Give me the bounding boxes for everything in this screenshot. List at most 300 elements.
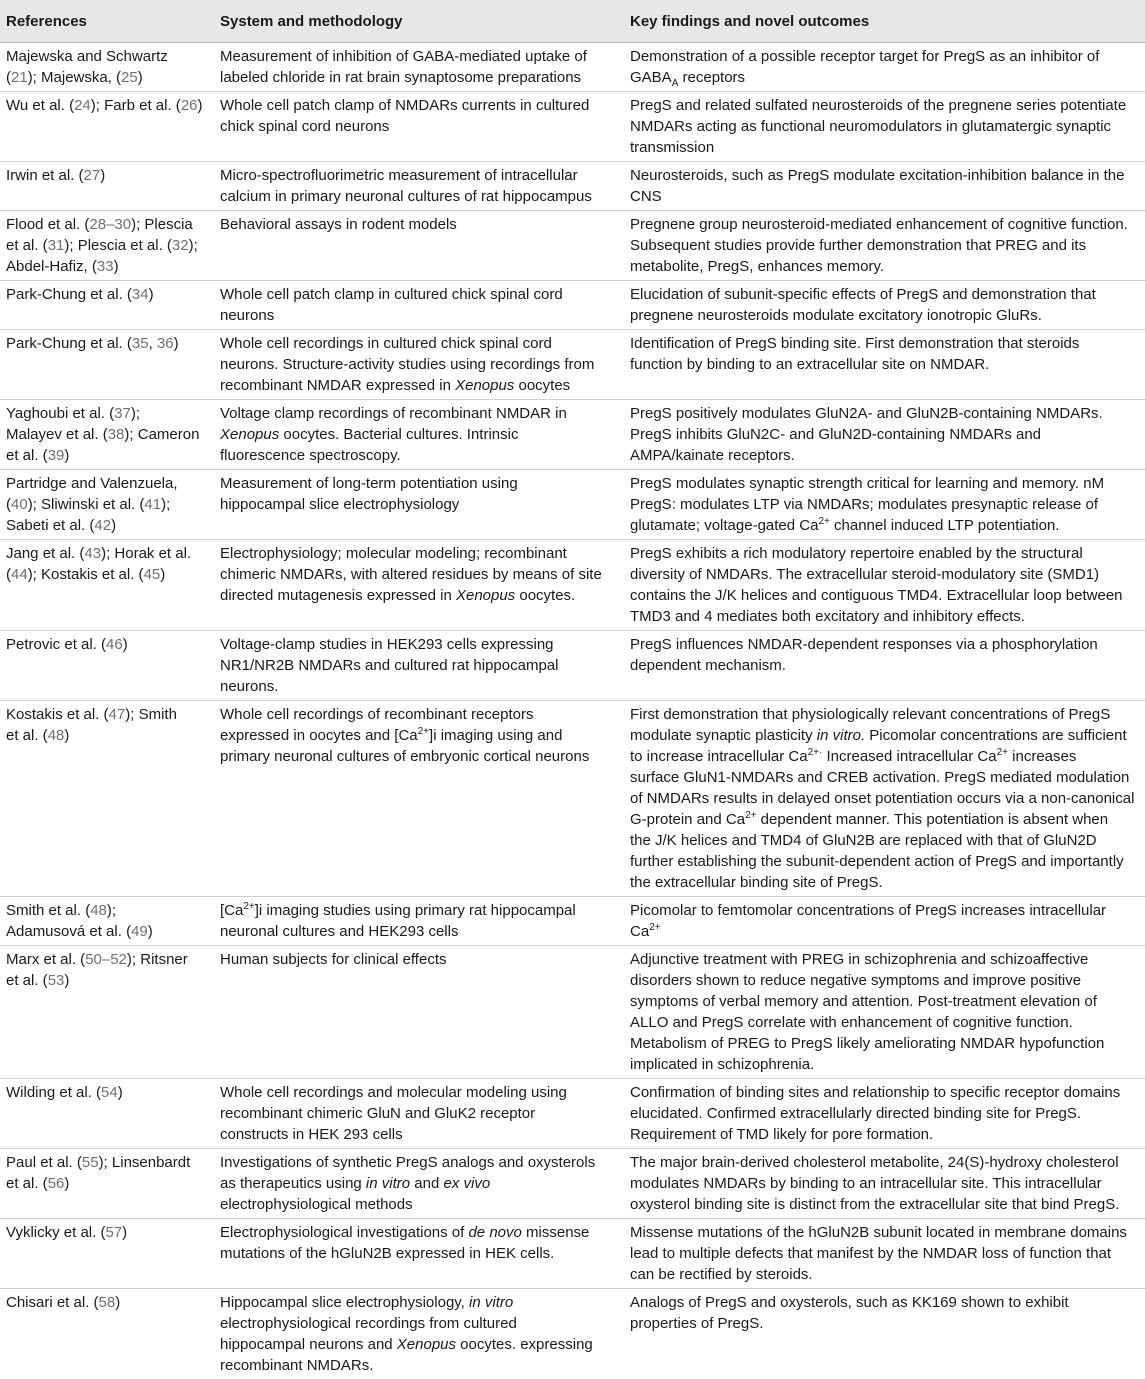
text-line [220, 585, 618, 606]
text-segment: constructs in HEK 293 cells [220, 1126, 403, 1143]
text-line [220, 1152, 618, 1173]
table-row [0, 1079, 1145, 1149]
text-segment: ) [64, 447, 69, 464]
cell-text [630, 634, 1139, 676]
methodology-cell [214, 92, 624, 162]
cell-text [6, 333, 208, 354]
methodology-cell [214, 1079, 624, 1149]
cell-text [220, 1152, 618, 1215]
text-segment: mutations of the hGluN2B expressed in HEK cells. [220, 1245, 554, 1262]
text-line [630, 809, 1139, 830]
references-cell [0, 631, 214, 701]
text-line [630, 1292, 1139, 1313]
table-row [0, 470, 1145, 540]
methodology-cell [214, 1219, 624, 1289]
text-segment: Adamusová et al. ( [6, 923, 131, 940]
references-cell [0, 92, 214, 162]
findings-cell [624, 330, 1145, 400]
text-segment: ); Plescia et al. ( [64, 237, 172, 254]
text-segment: Wilding et al. ( [6, 1084, 101, 1101]
findings-cell [624, 470, 1145, 540]
findings-cell [624, 897, 1145, 946]
findings-cell [624, 43, 1145, 92]
citation-number: 48 [48, 727, 65, 744]
cell-text [220, 214, 618, 235]
text-segment: oocytes [514, 377, 570, 394]
text-segment: oocytes. expressing [456, 1336, 593, 1353]
text-segment: et al. ( [6, 1175, 48, 1192]
text-line [220, 165, 618, 186]
text-line [630, 606, 1139, 627]
findings-cell [624, 946, 1145, 1079]
cell-text [220, 543, 618, 606]
citation-number: 43 [84, 545, 101, 562]
cell-text [6, 95, 208, 116]
text-line [6, 1292, 208, 1313]
methodology-cell [214, 540, 624, 631]
text-segment: PregS positively modulates GluN2A- and GluN2B-containing NMDARs. [630, 405, 1103, 422]
text-segment: Park-Chung et al. ( [6, 286, 132, 303]
text-line [220, 921, 618, 942]
table-row [0, 211, 1145, 281]
cell-text [6, 543, 208, 585]
text-segment: oxysterol binding site is distinct from the extracellular site that bind PregS. [630, 1196, 1119, 1213]
text-segment: metabolite, PregS, enhances memory. [630, 258, 884, 275]
text-line [220, 1194, 618, 1215]
text-line [630, 445, 1139, 466]
cell-text [630, 1152, 1139, 1215]
text-segment: ) [149, 286, 154, 303]
text-line [630, 515, 1139, 536]
references-cell [0, 281, 214, 330]
text-segment: Irwin et al. ( [6, 167, 84, 184]
text-line [6, 949, 208, 970]
text-segment: Voltage clamp recordings of recombinant NMDAR in [220, 405, 567, 422]
text-line [6, 494, 208, 515]
text-segment: Analogs of PregS and oxysterols, such as KK169 shown to exhibit [630, 1294, 1069, 1311]
citation-number: 33 [97, 258, 114, 275]
text-line [630, 543, 1139, 564]
superscript: 2+· [808, 747, 823, 758]
text-segment: Abdel-Hafiz, ( [6, 258, 97, 275]
text-line [220, 186, 618, 207]
text-line [220, 445, 618, 466]
text-line [220, 214, 618, 235]
superscript: 2+ [649, 922, 660, 933]
text-line [220, 494, 618, 515]
cell-text [630, 473, 1139, 536]
table-row [0, 330, 1145, 400]
methodology-cell [214, 43, 624, 92]
text-segment: ) [64, 972, 69, 989]
cell-text [220, 403, 618, 466]
cell-text [6, 1082, 208, 1103]
cell-text [6, 46, 208, 88]
text-line [220, 543, 618, 564]
text-line [630, 1173, 1139, 1194]
text-line [630, 1313, 1139, 1334]
cell-text [6, 900, 208, 942]
text-segment: Measurement of inhibition of GABA-mediated uptake of [220, 48, 587, 65]
text-segment: Picomolar to femtomolar concentrations of PregS increases intracellular [630, 902, 1106, 919]
text-line [220, 1082, 618, 1103]
citation-number: 39 [48, 447, 65, 464]
cell-text [220, 333, 618, 396]
text-segment: Sabeti et al. ( [6, 517, 94, 534]
text-line [630, 746, 1139, 767]
text-segment: of NMDARs results in delayed onset potentiation occurs via a non-canonical [630, 790, 1134, 807]
findings-cell [624, 631, 1145, 701]
citation-number: 42 [94, 517, 111, 534]
text-line [630, 949, 1139, 970]
table-header [0, 0, 1145, 43]
header-references: References [0, 0, 214, 43]
text-line [630, 1054, 1139, 1075]
table-row [0, 43, 1145, 92]
text-segment: can be rectified by steroids. [630, 1266, 813, 1283]
table-row [0, 1219, 1145, 1289]
cell-text [220, 900, 618, 942]
text-line [630, 137, 1139, 158]
text-segment: Requirement of TMD likely for pore formation. [630, 1126, 933, 1143]
cell-text [220, 95, 618, 137]
text-segment: Whole cell recordings of recombinant receptors [220, 706, 533, 723]
text-segment: ) [64, 1175, 69, 1192]
text-line [630, 830, 1139, 851]
text-segment: Micro-spectrofluorimetric measurement of intracellular [220, 167, 578, 184]
cell-text [220, 1082, 618, 1145]
text-segment: Elucidation of subunit-specific effects of PregS and demonstration that [630, 286, 1096, 303]
text-segment: hippocampal slice electrophysiology [220, 496, 459, 513]
table-row [0, 162, 1145, 211]
text-line [220, 473, 618, 494]
text-segment: Park-Chung et al. ( [6, 335, 132, 352]
text-segment: Vyklicky et al. ( [6, 1224, 105, 1241]
cell-text [220, 1222, 618, 1264]
text-line [220, 634, 618, 655]
text-segment: contains the J/K helices and contiguous TMD4. Extracellular loop between [630, 587, 1123, 604]
references-cell [0, 162, 214, 211]
superscript: 2+ [997, 747, 1008, 758]
text-line [220, 1124, 618, 1145]
table-row [0, 631, 1145, 701]
text-segment: NR1/NR2B NMDARs and cultured rat hippocampal [220, 657, 558, 674]
findings-cell [624, 540, 1145, 631]
text-line [6, 333, 208, 354]
cell-text [6, 1152, 208, 1194]
text-segment: et al. ( [6, 237, 48, 254]
findings-cell [624, 281, 1145, 330]
cell-text [220, 473, 618, 515]
text-segment: et al. ( [6, 727, 48, 744]
table-body [0, 43, 1145, 1379]
cell-text [220, 1292, 618, 1376]
citation-number: 47 [109, 706, 126, 723]
text-segment: ); [131, 405, 140, 422]
text-line [630, 1152, 1139, 1173]
text-line [6, 214, 208, 235]
text-segment: ); Linsenbardt [99, 1154, 191, 1171]
text-segment: ) [111, 517, 116, 534]
text-segment: Kostakis et al. ( [6, 706, 109, 723]
text-segment: electrophysiological methods [220, 1196, 413, 1213]
methodology-cell [214, 470, 624, 540]
text-line [630, 564, 1139, 585]
text-segment: Electrophysiological investigations of [220, 1224, 468, 1241]
text-line [630, 872, 1139, 893]
text-line [630, 704, 1139, 725]
references-cell [0, 701, 214, 897]
text-line [630, 1082, 1139, 1103]
text-segment: Measurement of long-term potentiation using [220, 475, 518, 492]
methodology-cell [214, 330, 624, 400]
references-cell [0, 946, 214, 1079]
text-segment: ); Horak et al. [101, 545, 191, 562]
cell-text [630, 1222, 1139, 1285]
text-line [6, 900, 208, 921]
text-segment: Jang et al. ( [6, 545, 84, 562]
text-segment: as therapeutics using [220, 1175, 366, 1192]
text-segment: further establishing the subunit-dependent action of PregS and importantly [630, 853, 1124, 870]
text-line [630, 1103, 1139, 1124]
references-cell [0, 43, 214, 92]
text-line [630, 403, 1139, 424]
text-segment: Demonstration of a possible receptor target for PregS as an inhibitor of [630, 48, 1099, 65]
text-segment: modulates NMDARs by binding to an intracellular site. This intracellular [630, 1175, 1102, 1192]
text-line [6, 1082, 208, 1103]
text-segment: neurons. [220, 678, 278, 695]
text-line [630, 585, 1139, 606]
text-line [630, 970, 1139, 991]
methodology-cell [214, 631, 624, 701]
text-segment: Paul et al. ( [6, 1154, 82, 1171]
methodology-cell [214, 946, 624, 1079]
text-line [6, 403, 208, 424]
references-cell [0, 470, 214, 540]
citation-number: 44 [11, 566, 28, 583]
cell-text [630, 95, 1139, 158]
cell-text [6, 403, 208, 466]
methodology-cell [214, 1289, 624, 1379]
citation-number: 26 [181, 97, 198, 114]
text-segment: neuronal cultures and HEK293 cells [220, 923, 458, 940]
text-line [6, 543, 208, 564]
text-segment: ) [118, 1084, 123, 1101]
text-line [6, 284, 208, 305]
cell-text [6, 634, 208, 655]
text-segment: Flood et al. ( [6, 216, 89, 233]
citation-number: 38 [108, 426, 125, 443]
text-segment: Partridge and Valenzuela, [6, 475, 178, 492]
methodology-cell [214, 281, 624, 330]
italic-term: in vitro. [817, 727, 865, 744]
header-key-findings: Key findings and novel outcomes [624, 0, 1145, 43]
text-segment: symptoms of verbal memory and attention. Post-treatment elevation of [630, 993, 1097, 1010]
text-line [630, 851, 1139, 872]
text-line [630, 333, 1139, 354]
text-line [6, 95, 208, 116]
references-cell [0, 1289, 214, 1379]
text-line [220, 704, 618, 725]
text-segment: Neurosteroids, such as PregS modulate excitation-inhibition balance in the [630, 167, 1124, 184]
superscript: 2+ [418, 726, 429, 737]
text-segment: implicated in schizophrenia. [630, 1056, 814, 1073]
text-segment: fluorescence spectroscopy. [220, 447, 401, 464]
text-segment: recombinant NMDAR expressed in [220, 377, 455, 394]
text-segment: directed mutagenesis expressed in [220, 587, 456, 604]
text-segment: AMPA/kainate receptors. [630, 447, 795, 464]
text-segment: Malayev et al. ( [6, 426, 108, 443]
text-segment: diversity of NMDARs. The extracellular steroid-modulatory site (SMD1) [630, 566, 1099, 583]
text-line [630, 354, 1139, 375]
italic-term: in vitro [366, 1175, 410, 1192]
text-segment: disorders shown to reduce negative symptoms and improve positive [630, 972, 1081, 989]
text-line [220, 67, 618, 88]
citation-number: 24 [74, 97, 91, 114]
text-line [630, 116, 1139, 137]
text-segment: receptors [678, 69, 745, 86]
cell-text [630, 949, 1139, 1075]
text-segment: Voltage-clamp studies in HEK293 cells expressing [220, 636, 554, 653]
cell-text [630, 165, 1139, 207]
findings-cell [624, 211, 1145, 281]
citation-number: 31 [48, 237, 65, 254]
text-segment: NMDARs acting as functional neuromodulators in glutamatergic synaptic [630, 118, 1111, 135]
text-segment: the J/K helices and TMD4 of GluN2B are replaced with that of GluN2D [630, 832, 1097, 849]
text-line [630, 284, 1139, 305]
text-line [630, 305, 1139, 326]
cell-text [630, 403, 1139, 466]
text-segment: ); [161, 496, 170, 513]
citation-number: 56 [48, 1175, 65, 1192]
text-segment: ); Sliwinski et al. ( [28, 496, 145, 513]
text-line [220, 655, 618, 676]
text-segment: chimeric NMDARs, with altered residues by means of site [220, 566, 602, 583]
text-segment: Marx et al. ( [6, 951, 85, 968]
text-segment: increases [1008, 748, 1076, 765]
text-line [220, 116, 618, 137]
text-line [220, 1355, 618, 1376]
citation-number: 41 [144, 496, 161, 513]
citation-number: 55 [82, 1154, 99, 1171]
text-segment: neurons [220, 307, 274, 324]
text-line [220, 1173, 618, 1194]
cell-text [630, 543, 1139, 627]
cell-text [630, 1292, 1139, 1334]
text-segment: dependent manner. This potentiation is absent when [756, 811, 1108, 828]
text-line [630, 991, 1139, 1012]
text-segment: to increase intracellular Ca [630, 748, 808, 765]
text-segment: oocytes. Bacterial cultures. Intrinsic [279, 426, 518, 443]
text-line [630, 900, 1139, 921]
text-line [6, 256, 208, 277]
text-segment: ) [100, 167, 105, 184]
findings-cell [624, 162, 1145, 211]
text-line [6, 424, 208, 445]
text-segment: channel induced LTP potentiation. [830, 517, 1060, 534]
text-segment: ); Cameron [124, 426, 199, 443]
text-segment: ) [160, 566, 165, 583]
text-line [630, 655, 1139, 676]
text-segment: Whole cell patch clamp of NMDARs currents in cultured [220, 97, 589, 114]
text-line [630, 767, 1139, 788]
findings-cell [624, 1079, 1145, 1149]
superscript: 2+ [745, 810, 756, 821]
text-segment: Subsequent studies provide further demonstration that PREG and its [630, 237, 1086, 254]
table-row [0, 897, 1145, 946]
cell-text [630, 1082, 1139, 1145]
text-segment: [Ca [220, 902, 243, 919]
text-segment: ); Smith [125, 706, 177, 723]
text-segment: Majewska and Schwartz [6, 48, 168, 65]
text-line [220, 375, 618, 396]
text-segment: ) [138, 69, 143, 86]
text-line [220, 1334, 618, 1355]
text-line [630, 725, 1139, 746]
text-segment: First demonstration that physiologically relevant concentrations of PregS [630, 706, 1110, 723]
references-cell [0, 330, 214, 400]
text-segment: Missense mutations of the hGluN2B subunit located in membrane domains [630, 1224, 1127, 1241]
text-segment: Whole cell recordings in cultured chick spinal cord [220, 335, 552, 352]
text-line [630, 494, 1139, 515]
text-segment: ALLO and PregS correlate with enhancement of cognitive function. [630, 1014, 1073, 1031]
text-line [6, 634, 208, 655]
text-line [220, 95, 618, 116]
subscript: A [672, 78, 679, 89]
cell-text [630, 900, 1139, 942]
text-segment: PregS exhibits a rich modulatory repertoire enabled by the structural [630, 545, 1083, 562]
text-segment: Adjunctive treatment with PREG in schizophrenia and schizoaffective [630, 951, 1088, 968]
text-segment: Whole cell patch clamp in cultured chick spinal cord [220, 286, 563, 303]
text-line [630, 46, 1139, 67]
text-segment: labeled chloride in rat brain synaptosome preparations [220, 69, 581, 86]
text-line [6, 515, 208, 536]
text-line [220, 1243, 618, 1264]
text-line [6, 473, 208, 494]
cell-text [630, 284, 1139, 326]
text-line [630, 235, 1139, 256]
citation-number: 53 [48, 972, 65, 989]
text-segment: CNS [630, 188, 662, 205]
references-cell [0, 897, 214, 946]
text-segment: Picomolar concentrations are sufficient [865, 727, 1127, 744]
text-segment: elucidated. Confirmed extracellularly directed binding site for PregS. [630, 1105, 1081, 1122]
citation-number: 54 [101, 1084, 118, 1101]
text-line [630, 256, 1139, 277]
italic-term: ex vivo [443, 1175, 490, 1192]
text-segment: ); [189, 237, 198, 254]
citation-number: 36 [157, 335, 174, 352]
methodology-cell [214, 701, 624, 897]
table-row [0, 540, 1145, 631]
text-line [630, 186, 1139, 207]
text-line [220, 424, 618, 445]
text-line [6, 704, 208, 725]
cell-text [6, 473, 208, 536]
text-line [6, 1222, 208, 1243]
text-line [220, 1292, 618, 1313]
text-segment: Investigations of synthetic PregS analogs and oxysterols [220, 1154, 595, 1171]
cell-text [6, 704, 208, 746]
text-segment: ) [174, 335, 179, 352]
text-segment: ); Farb et al. ( [91, 97, 181, 114]
text-segment: electrophysiological recordings from cultured [220, 1315, 517, 1332]
cell-text [6, 1292, 208, 1313]
text-line [6, 67, 208, 88]
cell-text [220, 46, 618, 88]
text-segment: ( [6, 566, 11, 583]
text-segment: modulate synaptic plasticity [630, 727, 817, 744]
